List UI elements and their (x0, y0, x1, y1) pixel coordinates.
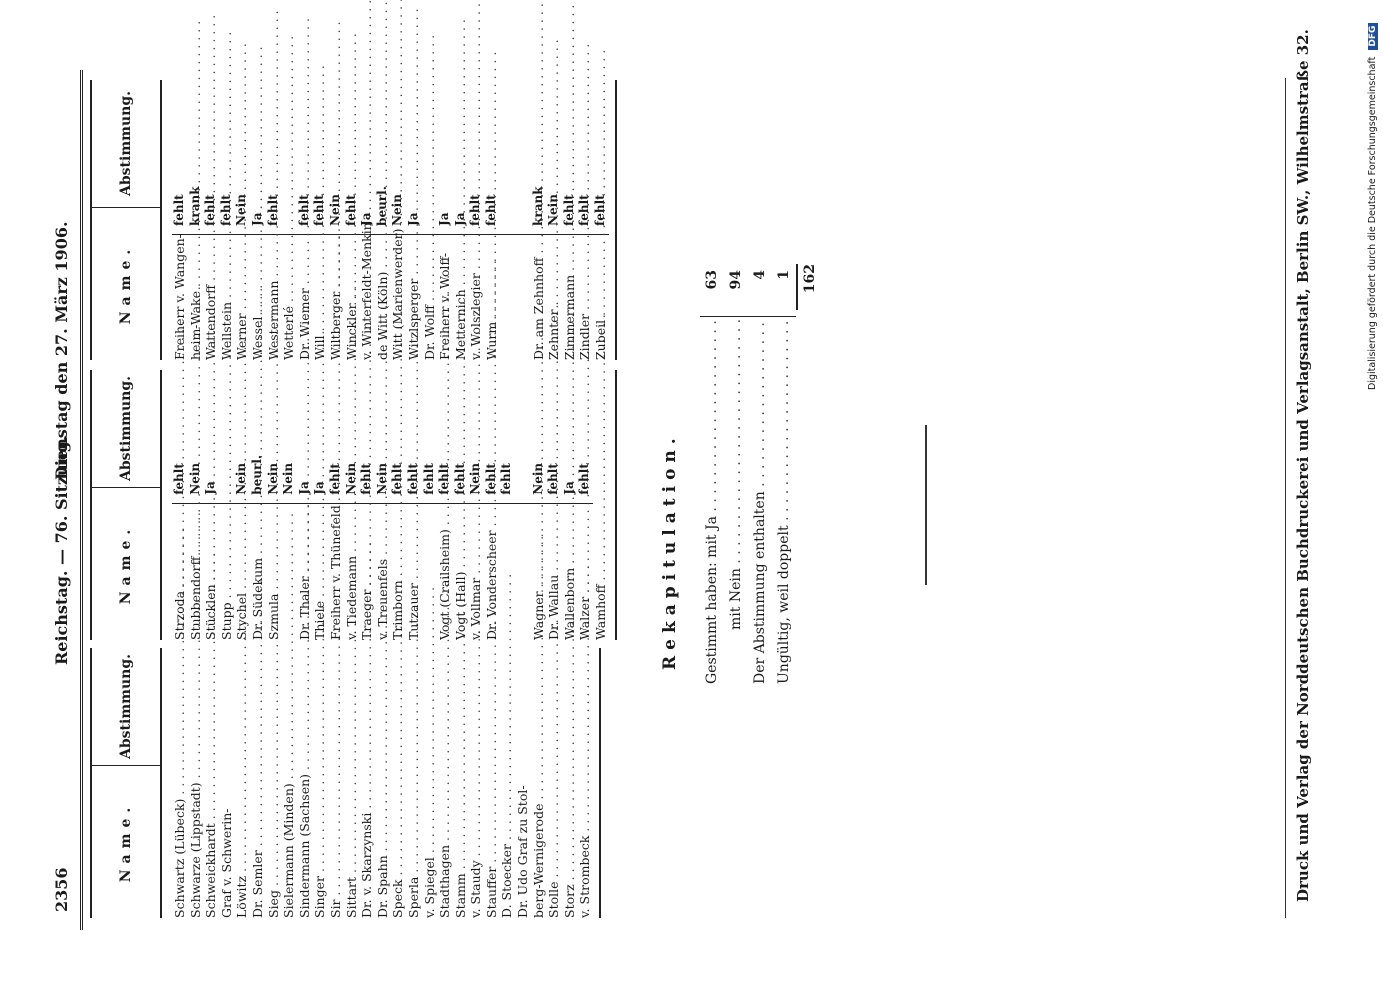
member-name-text: Singer . . . (312, 504, 328, 918)
member-vote: fehlt (452, 463, 467, 495)
member-name-text: Stychel . . . (234, 235, 250, 640)
member-name-text: Wamhoff . . . (593, 235, 609, 640)
member-name (281, 0, 297, 360)
member-name (297, 0, 313, 360)
member-name-text: heim-Wake . . . (188, 0, 204, 360)
member-name-text: v. Strombeck . . . (577, 504, 593, 918)
member-name-text: Stücklen . . . (203, 235, 219, 640)
member-name (359, 0, 375, 360)
session-date: Dienstag den 27. März 1906. (52, 221, 71, 480)
member-vote: fehlt (421, 463, 436, 495)
recap-title: Rekapitulation. (660, 432, 680, 670)
member-vote: fehlt (203, 194, 218, 226)
member-vote: Ja (249, 212, 264, 226)
member-name (328, 0, 344, 360)
recap-table (700, 264, 822, 684)
recap-label: Ungültig, weil doppelt . . . (772, 317, 796, 684)
member-name (499, 0, 515, 360)
table-header (92, 370, 162, 640)
recap-total-row (796, 264, 822, 310)
member-name-text: Walzer . . . (577, 235, 593, 640)
member-vote: Nein (327, 194, 342, 226)
name-column-header: Name. (92, 765, 160, 918)
member-name-text: v. Spiegel . . . (422, 504, 438, 918)
member-name-text: Stamm . . . (453, 504, 469, 918)
member-name-text: Freiherr v. Wangen- (172, 234, 187, 360)
imprint-rule (1285, 78, 1286, 918)
member-name (250, 0, 266, 360)
member-name-text: Will . . . (312, 0, 328, 360)
member-vote: fehlt (546, 463, 561, 495)
member-name-text: Zindler . . . (577, 0, 593, 360)
member-name-text: de Witt (Köln) . . . (375, 0, 391, 360)
member-vote: Nein (468, 462, 483, 495)
name-column-header: Name. (92, 487, 160, 640)
member-name (203, 0, 219, 360)
member-name-text: Sielermann (Minden) . . . (281, 504, 297, 918)
recap-row (724, 264, 748, 684)
vote-column-header: Abstimmung. (118, 654, 134, 759)
member-name-text: Dr. Udo Graf zu Stol- (515, 785, 531, 918)
member-vote: Nein (343, 462, 358, 495)
member-name-text: Stauffer . . . (484, 504, 500, 918)
member-name-text: Wattendorff . . . (203, 0, 219, 360)
member-vote: Nein (281, 462, 296, 495)
member-name-text: Schweickhardt . . . (203, 504, 219, 918)
funding-note (1367, 23, 1378, 390)
member-name-text: Witzlsperger . . . (406, 0, 422, 360)
header-rule (80, 70, 83, 930)
member-vote: beurl. (374, 186, 389, 226)
member-vote: fehlt (561, 194, 576, 226)
member-name-text: Wagner . . . (531, 235, 547, 640)
member-name-text: Sperla . . . (406, 504, 422, 918)
member-name-text: Dr. Thaler . . . (297, 235, 313, 640)
member-name-text: Vogt (Crailsheim) . . . (437, 235, 453, 640)
member-name-text: Stolle . . . (546, 504, 562, 918)
member-name-text: Löwitz . . . (234, 504, 250, 918)
member-name-text: v. Treuenfels . . . (375, 235, 391, 640)
member-vote: krank (530, 186, 545, 226)
funding-text: Digitalisierung gefördert durch die Deutsche Forschungsgemeinschaft (1367, 56, 1378, 390)
member-name-text: Dr. Spahn . . . (375, 504, 391, 918)
member-name-text: Strzoda . . . (172, 235, 188, 640)
member-name-text: Storz . . . (562, 504, 578, 918)
member-name-text: Wessel . . . (250, 0, 266, 360)
member-name-text: Zubeil . . . (593, 0, 609, 360)
member-name-text: Graf v. Schwerin- (218, 808, 234, 918)
member-vote: fehlt (390, 463, 405, 495)
recap-label: Gestimmt haben: mit Ja . . . (700, 317, 724, 684)
member-name-text: Dr. Semler . . . (250, 504, 266, 918)
member-name-text: Speck . . . (390, 504, 406, 918)
recap-total: 162 (802, 264, 818, 294)
table-header (92, 648, 162, 918)
recap-row (772, 264, 796, 684)
member-name-text: berg-Wernigerode . . . (531, 504, 547, 918)
member-name-text: Metternich . . . (453, 0, 469, 360)
name-column-header: Name. (92, 207, 160, 360)
member-name-text: Dr. Wallau . . . (546, 235, 562, 640)
member-name-text: v. Winterfeldt-Menkin . . . (359, 0, 375, 360)
member-vote: krank (187, 186, 202, 226)
member-vote: Ja (561, 481, 576, 495)
dfg-logo-icon: DFG (1368, 23, 1378, 50)
member-vote: fehlt (405, 463, 420, 495)
member-name-text: Freiherr v. Thünefeld . . . (328, 235, 344, 640)
member-name-text: Trimborn . . . (390, 235, 406, 640)
member-name-text: Schwarze (Lippstadt) . . . (188, 504, 204, 918)
recap-value: 94 (724, 264, 748, 317)
vote-table-3 (90, 80, 617, 360)
member-vote: fehlt (468, 194, 483, 226)
member-vote: fehlt (296, 194, 311, 226)
member-name (375, 0, 391, 360)
member-name (234, 0, 250, 360)
member-name (437, 0, 453, 360)
member-name-text: D. Stoecker . . . (499, 504, 515, 918)
member-vote: fehlt (499, 463, 514, 495)
member-name-text: Stupp . . . (219, 235, 235, 640)
member-name-text: Thiele . . . (312, 235, 328, 640)
member-vote: Ja (312, 481, 327, 495)
member-vote: Ja (296, 481, 311, 495)
member-name (468, 0, 484, 360)
recap-row (748, 264, 772, 684)
member-vote: fehlt (577, 463, 592, 495)
member-vote: Ja (203, 481, 218, 495)
table-header (92, 80, 162, 360)
member-name-text: Wallenborn . . . (562, 235, 578, 640)
member-name-text: Wetterlé . . . (281, 0, 297, 360)
member-name (266, 0, 282, 360)
member-name-text: Dr. Wolff . . . (422, 0, 438, 360)
member-name (484, 0, 500, 360)
printer-imprint: Druck und Verlag der Norddeutschen Buchdruckerei und Verlagsanstalt, Berlin SW., Wilhelmstraße 32. (1294, 29, 1312, 902)
member-name-text: Zimmermann . . . (562, 0, 578, 360)
member-vote: fehlt (483, 194, 498, 226)
page-number: 2356 (52, 867, 71, 912)
member-name-text: Dr. am Zehnhoff . . . (531, 0, 547, 360)
member-vote: fehlt (577, 194, 592, 226)
member-vote: fehlt (172, 463, 186, 495)
recap-label: Der Abstimmung enthalten . . . (748, 317, 772, 684)
member-name (453, 0, 469, 360)
recap-value: 4 (748, 264, 772, 317)
member-vote: fehlt (483, 463, 498, 495)
member-name-text: Zehnter . . . (546, 0, 562, 360)
member-name (546, 0, 562, 360)
member-name (172, 0, 188, 360)
member-name (562, 0, 578, 360)
member-name (593, 0, 609, 360)
member-name-text: Sir . . . (328, 504, 344, 918)
member-name-text: Stubbendorff . . . (188, 235, 204, 640)
section-divider (925, 425, 927, 585)
member-name-text: Tutzauer . . . (406, 235, 422, 640)
member-vote: fehlt (593, 194, 608, 226)
member-name-text: Dr. Südekum . . . (250, 235, 266, 640)
member-name-text: Dr. Wiemer . . . (297, 0, 313, 360)
member-name-text: Freiherr v. Wolff- (437, 252, 453, 360)
member-vote: Nein (374, 462, 389, 495)
member-name (344, 0, 360, 360)
member-name-text: Wurm . . . (484, 0, 500, 360)
recap-row (700, 264, 724, 684)
member-name-text: v. Tiedemann . . . (344, 235, 360, 640)
member-name-text: Dr. Vonderscheer . . . (484, 235, 500, 640)
member-name (577, 0, 593, 360)
member-name-text: Sindermann (Sachsen) . . . (297, 504, 313, 918)
member-vote: fehlt (172, 194, 186, 226)
recap-value: 1 (772, 264, 796, 317)
member-name-text: Szmula . . . (266, 235, 282, 640)
member-vote: fehlt (218, 194, 233, 226)
member-vote: Ja (452, 212, 467, 226)
member-vote: Nein (390, 194, 405, 226)
member-vote: Ja (359, 212, 374, 226)
member-vote: fehlt (359, 463, 374, 495)
member-vote: fehlt (327, 463, 342, 495)
member-name-text: Wiltberger . . . (328, 0, 344, 360)
member-name (422, 0, 438, 360)
member-name-text: Sittart . . . (344, 504, 360, 918)
member-name-text: Sieg . . . (266, 504, 282, 918)
member-name-text: Vogt (Hall) . . . (453, 235, 469, 640)
member-name-text: Wellstein . . . (219, 0, 235, 360)
member-name-text: Werner . . . (234, 0, 250, 360)
member-name-text: v. Vollmar . . . (468, 235, 484, 640)
member-vote: fehlt (265, 194, 280, 226)
member-vote: Nein (234, 462, 249, 495)
vote-column-header: Abstimmung. (118, 376, 134, 481)
recap-value: 63 (700, 264, 724, 317)
session-title: Reichstag. — 76. Sitzung. (52, 435, 71, 665)
member-vote: Ja (437, 212, 452, 226)
member-name (219, 0, 235, 360)
member-name (406, 0, 422, 360)
member-vote: fehlt (312, 194, 327, 226)
recap-label: mit Nein . . . (724, 317, 748, 684)
member-vote: Nein (265, 462, 280, 495)
member-vote: Ja (405, 212, 420, 226)
member-vote: Nein (530, 462, 545, 495)
member-vote: Nein (187, 462, 202, 495)
vote-column-header: Abstimmung. (118, 91, 134, 196)
member-name-text: Stadthagen . . . (437, 504, 453, 918)
member-vote: Nein (234, 194, 249, 226)
member-name (312, 0, 328, 360)
member-name-text: Schwartz (Lübeck) . . . (172, 504, 188, 918)
member-vote: fehlt (437, 463, 452, 495)
member-name-text: Dr. v. Skarzynski . . . (359, 504, 375, 918)
member-name (390, 0, 406, 360)
member-name-text: v. Wolszlegier . . . (468, 0, 484, 360)
member-name-text: Witt (Marienwerder) . . . (390, 0, 406, 360)
member-name (531, 0, 547, 360)
member-name-text: Traeger . . . (359, 235, 375, 640)
member-vote: fehlt (343, 194, 358, 226)
member-vote: Nein (546, 194, 561, 226)
member-vote: beurl. (249, 454, 264, 495)
member-name (188, 0, 204, 360)
member-name-text: Westermann . . . (266, 0, 282, 360)
member-name-text: v. Staudy . . . (468, 504, 484, 918)
member-name (515, 0, 531, 360)
member-name-text: Winckler . . . (344, 0, 360, 360)
